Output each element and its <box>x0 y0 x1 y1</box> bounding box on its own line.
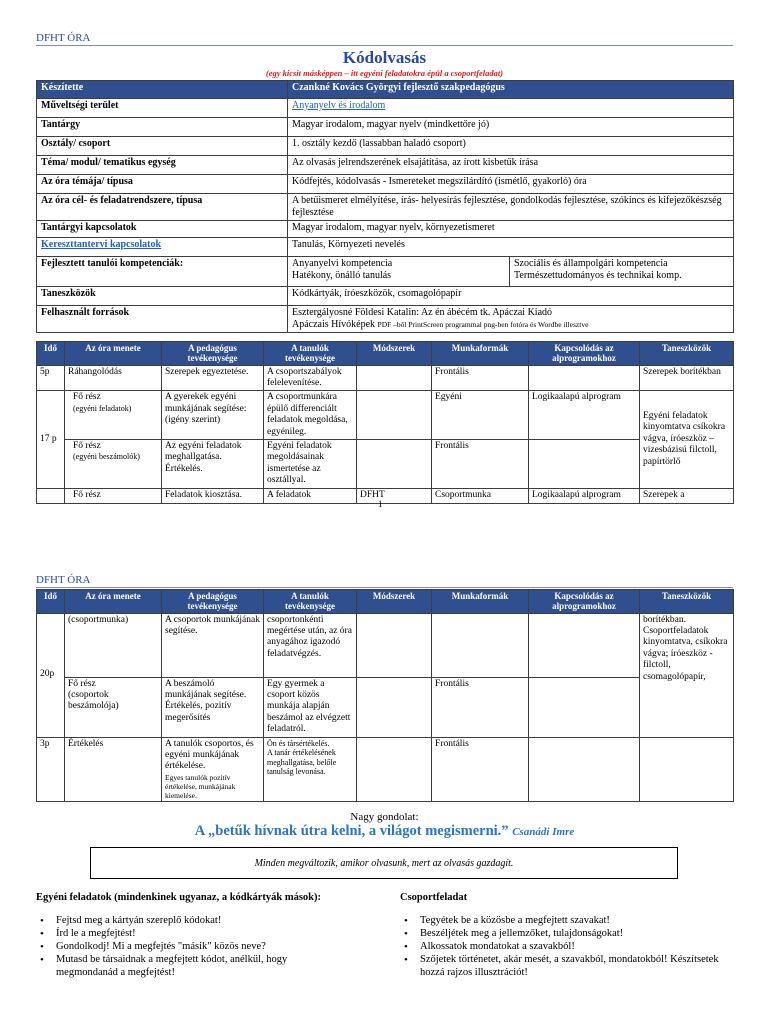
cell-step: Fő rész (egyéni feladatok) <box>65 391 162 440</box>
schedule-header-row <box>37 590 734 614</box>
cell-form: Egyéni <box>432 391 529 440</box>
individual-tasks-title: Egyéni feladatok (mindenkinek ugyanaz, a kódkártyák mások): <box>36 892 322 903</box>
cell-form: Frontális <box>432 440 529 489</box>
info-row-subject <box>37 118 734 137</box>
cell-teacher: A gyerekek egyéni munkájának segítése: (igény szerint) <box>162 391 264 440</box>
col-header: Módszerek <box>357 342 432 366</box>
list-item: • Alkossatok mondatokat a szavakból! <box>400 941 720 954</box>
cell-teacher: Feladatok kiosztása. <box>162 488 264 503</box>
cell-pupil: A feladatok <box>264 488 357 503</box>
info-row-tools <box>37 287 734 306</box>
cell-method <box>357 677 432 737</box>
cell-step: Értékelés <box>65 737 162 801</box>
cell-pupil: Ön és társértékelés. A tanár értékelésének meghallgatása, belőle tanulság levonása. <box>264 737 357 801</box>
info-value <box>288 257 510 287</box>
info-row-subject-links <box>37 221 734 238</box>
big-idea-quote: A „betűk hívnak útra kelni, a világot megismerni.” Csanádi Imre <box>194 823 575 839</box>
table-row <box>37 440 734 489</box>
cell-method <box>357 365 432 391</box>
info-value: Tanulás, Környezeti nevelés <box>288 238 734 257</box>
info-value <box>288 306 734 333</box>
cell-tools: Szerepek a <box>640 488 734 503</box>
col-header: Munkaformák <box>432 590 529 614</box>
col-header: Taneszközök <box>640 590 734 614</box>
cell-pupil: Egy gyermek a csoport közös munkája alapján beszámol az elvégzett feladatról. <box>264 677 357 737</box>
cell-form <box>432 613 529 677</box>
info-value: Kódfejtés, kódolvasás - Ismereteket megszilárdító (ismétlő, gyakorló) óra <box>288 175 734 194</box>
competence: Természettudományos és technikai komp. <box>514 270 682 281</box>
source-line: Esztergályosné Földesi Katalin: Az én ábécém tk. Apáczai Kiadó <box>292 307 553 318</box>
cell-step: Fő rész <box>65 488 162 503</box>
cell-method <box>357 391 432 440</box>
info-label: Az óra cél- és feladatrendszere, típusa <box>37 194 288 221</box>
area-link[interactable]: Anyanyelv és irodalom <box>292 100 386 111</box>
col-header: Módszerek <box>357 590 432 614</box>
big-idea-label: Nagy gondolat: <box>350 811 419 823</box>
list-item: • Tegyétek be a közösbe a megfejtett szavakat! <box>400 915 720 928</box>
info-value: A betűismeret elmélyítése, írás- helyesírás fejlesztése, gondolkodás fejlesztése, szókincs és kifejezőkészség fejlesztése <box>288 194 734 221</box>
info-value <box>510 257 734 287</box>
cell-tools <box>640 737 734 801</box>
quote-author: Csanádi Imre <box>512 826 575 838</box>
col-header: Taneszközök <box>640 342 734 366</box>
list-item: • Gondolkodj! Mi a megfejtés "másik" közös neve? <box>36 941 346 954</box>
cell-step: Fő rész (egyéni beszámolók) <box>65 440 162 489</box>
info-row-author <box>37 81 734 99</box>
list-item: • Írd le a megfejtést! <box>36 928 346 941</box>
cell-teacher: Az egyéni feladatok meghallgatása. Értékelés. <box>162 440 264 489</box>
cell-link: Logikaalapú alprogram <box>529 391 640 440</box>
lesson-info-table <box>36 80 734 333</box>
cross-curricular-link[interactable]: Kereszttantervi kapcsolatok <box>41 239 162 250</box>
info-value: Czankné Kovács Györgyi fejlesztő szakpedagógus <box>288 81 734 99</box>
col-header: Az óra menete <box>65 342 162 366</box>
info-value: Magyar irodalom, magyar nyelv (mindkettőre jó) <box>288 118 734 137</box>
competence: Szociális és állampolgári kompetencia <box>514 258 668 269</box>
info-label: Készítette <box>37 81 288 99</box>
table-row <box>37 365 734 391</box>
table-row <box>37 613 734 677</box>
table-row <box>37 391 734 440</box>
cell-time: 17 p <box>37 391 65 488</box>
cell-link <box>529 365 640 391</box>
cell-link <box>529 677 640 737</box>
boxed-motto: Minden megváltozik, amikor olvasunk, mert az olvasás gazdagít. <box>90 847 678 879</box>
info-row-topic <box>37 156 734 175</box>
list-item: • Beszéljétek meg a jellemzőket, tulajdonságokat! <box>400 928 720 941</box>
cell-pupil: A csoportmunkára épülő differenciált feladatok megoldása, egyénileg. <box>264 391 357 440</box>
cell-pupil: A csoportszabályok felelevenítése. <box>264 365 357 391</box>
document-subtitle: (egy kicsit másképpen – itt egyéni feladatokra épül a csoportfeladat) <box>265 68 504 78</box>
col-header: Idő <box>37 342 65 366</box>
info-row-competences <box>37 257 734 287</box>
schedule-table-page1 <box>36 341 734 504</box>
table-row <box>37 737 734 801</box>
competence: Anyanyelvi kompetencia <box>292 258 393 269</box>
info-label: Műveltségi terület <box>37 99 288 118</box>
info-row-lesson-type <box>37 175 734 194</box>
source-line: Apáczais Hívóképek PDF –ből PrintScreen programmal png-ben fotóra és Wordbe illesztve <box>292 319 589 330</box>
col-header: Kapcsolódás az alprogramokhoz <box>529 590 640 614</box>
cell-step: (csoportmunka) <box>65 613 162 677</box>
competence: Hatékony, önálló tanulás <box>292 270 392 281</box>
cell-tools: Szerepek borítékban <box>640 365 734 391</box>
individual-tasks-list <box>36 915 346 980</box>
table-row <box>37 677 734 737</box>
group-task-title: Csoportfeladat <box>400 892 468 903</box>
col-header: A tanulók tevékenysége <box>264 342 357 366</box>
cell-time <box>37 488 65 503</box>
col-header: Munkaformák <box>432 342 529 366</box>
cell-pupil: Egyéni feladatok megoldásainak ismertetése az osztállyal. <box>264 440 357 489</box>
cell-form: Csoportmunka <box>432 488 529 503</box>
cell-method <box>357 737 432 801</box>
cell-step: Fő rész (csoportok beszámolója) <box>65 677 162 737</box>
info-row-class <box>37 137 734 156</box>
cell-link <box>529 737 640 801</box>
col-header: Kapcsolódás az alprogramokhoz <box>529 342 640 366</box>
schedule-table-page2 <box>36 589 734 802</box>
cell-method <box>357 440 432 489</box>
cell-time: 5p <box>37 365 65 391</box>
info-label-link[interactable] <box>37 238 288 257</box>
cell-method: DFHT <box>357 488 432 503</box>
info-value: Magyar irodalom, magyar nyelv, környezetismeret <box>288 221 734 238</box>
schedule-header-row <box>37 342 734 366</box>
info-row-area <box>37 99 734 118</box>
info-label: Taneszközök <box>37 287 288 306</box>
cell-time: 3p <box>37 737 65 801</box>
info-value: Az olvasás jelrendszerének elsajátítása, az írott kisbetűk írása <box>288 156 734 175</box>
info-row-sources <box>37 306 734 333</box>
info-label: Az óra témája/ típusa <box>37 175 288 194</box>
col-header: A pedagógus tevékenysége <box>162 590 264 614</box>
cell-tools: borítékban. Csoportfeladatok kinyomtatva, csíkokra vágva; íróeszköz - filctoll, csomagolópapír, <box>640 613 734 737</box>
info-label: Téma/ modul/ tematikus egység <box>37 156 288 175</box>
cell-link <box>529 440 640 489</box>
col-header: Idő <box>37 590 65 614</box>
col-header: A pedagógus tevékenysége <box>162 342 264 366</box>
page-header: DFHT ÓRA <box>36 574 733 588</box>
col-header: Az óra menete <box>65 590 162 614</box>
group-tasks-list <box>400 915 720 980</box>
cell-form: Frontális <box>432 365 529 391</box>
info-label: Osztály/ csoport <box>37 137 288 156</box>
cell-link <box>529 613 640 677</box>
page-number: 1 <box>378 499 383 509</box>
info-row-cross-links <box>37 238 734 257</box>
list-item: • Szőjetek történetet, akár mesét, a szavakból, mondatokból! Készítsetek hozzá rajzos illusztrációt! <box>400 954 720 979</box>
list-item: • Fejtsd meg a kártyán szereplő kódokat! <box>36 915 346 928</box>
cell-method <box>357 613 432 677</box>
info-value: 1. osztály kezdő (lassabban haladó csoport) <box>288 137 734 156</box>
col-header: A tanulók tevékenysége <box>264 590 357 614</box>
cell-tools: Egyéni feladatok kinyomtatva csíkokra vágva, íróeszköz – vizesbázisú filctoll, papírtörlő <box>640 391 734 488</box>
table-row <box>37 488 734 503</box>
cell-link: Logikaalapú alprogram <box>529 488 640 503</box>
info-label: Tantárgy <box>37 118 288 137</box>
cell-teacher: A csoportok munkájának segítése. <box>162 613 264 677</box>
list-item: • Mutasd be társaidnak a megfejtett kódot, anélkül, hogy megmondanád a megfejtést! <box>36 954 346 979</box>
cell-pupil: csoportonkénti megértése után, az óra anyagához igazodó feladatvégzés. <box>264 613 357 677</box>
cell-form: Frontális <box>432 737 529 801</box>
info-value-link[interactable] <box>288 99 734 118</box>
document-title: Kódolvasás <box>342 48 427 67</box>
info-label: Tantárgyi kapcsolatok <box>37 221 288 238</box>
cell-time: 20p <box>37 613 65 737</box>
info-label: Felhasznált források <box>37 306 288 333</box>
cell-teacher: A beszámoló munkájának segítése. Értékelés, pozitív megerősítés <box>162 677 264 737</box>
cell-step: Ráhangolódás <box>65 365 162 391</box>
cell-teacher: Szerepek egyeztetése. <box>162 365 264 391</box>
info-row-goals <box>37 194 734 221</box>
info-label: Fejlesztett tanulói kompetenciák: <box>37 257 288 287</box>
cell-teacher: A tanulók csoportos, és egyéni munkájának értékelése. Egyes tanulók pozitív értékelése, munkájának kiemelése. <box>162 737 264 801</box>
page-header: DFHT ÓRA <box>36 32 733 46</box>
cell-form: Frontális <box>432 677 529 737</box>
info-value: Kódkártyák, íróeszközök, csomagolópapír <box>288 287 734 306</box>
